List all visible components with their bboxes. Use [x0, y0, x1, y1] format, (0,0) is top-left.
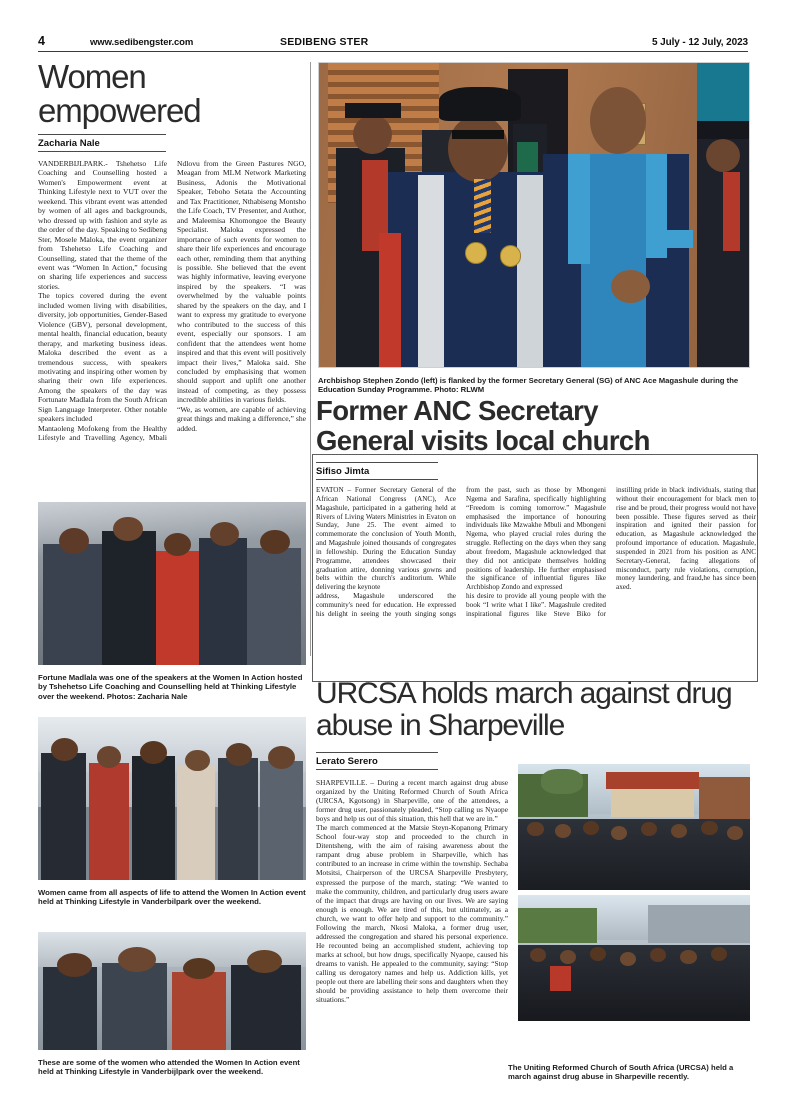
page-number: 4 — [38, 34, 45, 48]
women-paragraph-3: Mantaoleng Mofokeng from the Healthy Lifestyle and Travelling Agency, Mbali Ndlovu from the Green Pastures NGO, Meagan from MLM Network Marketing Business, Adonis the Motivational Speaker, Teboho Setata the Accounting and Tax Practitioner, Nthabiseng Montsho the Life Coach, TV Presenter, and Author, and Maleemisa Khomongoe the Beauty Specialist. Maloka expressed the importance of such events for women to share their life experiences and encourage each other, reminding them that anything is possible. She believed that the event was highly informative, leaving everyone inspired by the speakers. “I was overwhelmed by the valuable points shared by the speakers on the day, and I want to express my gratitude to everyone who contributed to the success of this event, especially our sponsors. I am confident that the attendees went home inspired and that this event will positively impact their lives,” Maloka said. She concluded by emphasising that women should support and uplift one another instead of competing, as they possess incredible abilities in various fields. — [38, 159, 306, 443]
photo-urcsa-march-2 — [518, 895, 750, 1021]
anc-columns — [316, 486, 756, 619]
byline-women: Zacharia Nale — [38, 137, 100, 149]
anc-paragraph-2: address, Magashule underscored the community's need for education. He expressed his delight in seeing the youth singing songs from the past, such as those by Mbongeni Ngema and Sarafina, specifically highlighting “Freedom is coming tomorrow.” Magashule emphasised the importance of honouring individuals like Mzwakhe Mbuli and Mbongeni Ngema, who played crucial roles during the struggle. Reflecting on the days when they sang about freedom, Magashule acknowledged that they did not anticipate themselves holding positions of leadership. He further emphasised the significance of influential figures like Archbishop Zondo and expressed — [316, 486, 606, 618]
headline-anc-secretary — [316, 396, 756, 456]
anc-paragraph-3: his desire to provide all young people with the book “I write what I like”. Magashule credited inspirational figures like Steve Biko for instilling pride in black individuals, stating that without their encouragement for black men to rise and be proud, their progress would not have been possible. These figures served as their inspiration and ignited their passion for education, as Magashule acknowledged the profound importance of education. Magashule, suspended in 2021 from his position as ANC Secretary-General, facing allegations of misconduct, party rule violations, corruption, money laundering, and fraud,he has since been axed. — [466, 486, 756, 618]
women-paragraph-4: “We, as women, are capable of achieving great things and making a difference,” she added. — [177, 404, 306, 433]
photo-fortune-madlala — [38, 502, 306, 665]
byline-urcsa-box — [316, 752, 438, 770]
byline-urcsa: Lerato Serero — [316, 755, 378, 767]
caption-urcsa-march: The Uniting Reformed Church of South Africa (URCSA) held a march against drug abuse in Sharpeville recently. — [508, 1063, 734, 1082]
photo-zondo-magashule — [318, 62, 750, 368]
article-anc-body — [316, 462, 756, 674]
article-urcsa-body — [316, 778, 508, 1004]
caption-women-attendees-1: Women came from all aspects of life to attend the Women In Action event held at Thinking Lifestyle in Vanderbilpark over the weekend. — [38, 888, 306, 907]
headline-anc-line1: Former ANC Secretary — [316, 395, 598, 426]
caption-women-attendees-2: These are some of the women who attended the Women In Action event held at Thinking Lifestyle in Vanderbijlpark over the weekend. — [38, 1058, 300, 1077]
urcsa-paragraph-2: The march commenced at the Matsie Steyn-Kopanong Primary School four-way stop and proceeded to the church in Ditentsheng, with the aim of raising awareness about the rampant drug abuse problem in Sharpeville, which has contributed to an increase in crime within the township. Sechaba Motsitsi, Chairperson of the URCSA Sharpeville Presbytery, expressed the purpose of the march, stating: “We wanted to make the community, children, and particularly drug users aware of the impact that drugs are having on our lives. We are saying enough is enough. We are tired of this, but ultimately, as a church, we want to offer help and support to the community.” Following the march, Nkosi Maloka, a former drug user, addressed the congregation and shared his personal experience. He recounted being an accomplished student, achieving top marks at school, but how drugs, specifically Nyaope, caused his dreams to vanish. He appealed to the community, saying: “Stop calling us derogatory names and help us. Addiction kills, yet people out there are labelling their sons and daughters when they should be providing assistance to help them overcome their situations.” — [316, 823, 508, 1005]
women-paragraph-1: VANDERBIJLPARK.- Tshehetso Life Coaching and Counselling hosted a Women's Empowerment event at Thinking Lifestyle next to VUT over the weekend. This vibrant event was attended by women of all ages and backgrounds, who dressed up with fashion and style as the order of the day. Speaking to Sedibeng Ster, Mosele Maloka, the event organizer from Tshehetso Life Coaching and Counselling, stated that the theme of the event was “Women In Action,” focusing on sharing life experiences and success stories. — [38, 159, 167, 291]
byline-anc: Sifiso Jimta — [316, 465, 370, 477]
article-women-body — [38, 159, 306, 443]
headline-urcsa-line1: URCSA holds march against drug — [316, 677, 732, 710]
headline-urcsa-line2: abuse in Sharpeville — [316, 708, 565, 742]
headline-urcsa-march — [316, 678, 760, 741]
caption-zondo-magashule: Archbishop Stephen Zondo (left) is flanked by the former Secretary General (SG) of ANC Ace Magashule during the Education Sunday Programme. Photo: RLWM — [318, 376, 739, 395]
column-divider — [310, 62, 311, 656]
publication-title: SEDIBENG STER — [280, 36, 369, 48]
byline-anc-box — [316, 462, 438, 480]
caption-fortune-madlala: Fortune Madlala was one of the speakers at the Women In Action hosted by Tshehetso Life Coaching and Counselling held at Thinking Lifestyle over the weekend. Photos: Zacharia Nale — [38, 673, 303, 701]
photo-women-attendees-2 — [38, 932, 306, 1050]
website-url: www.sedibengster.com — [90, 37, 194, 48]
photo-women-attendees-1 — [38, 717, 306, 880]
anc-paragraph-1: EVATON – Former Secretary General of the African National Congress (ANC), Ace Magashule, participated in a gathering held at Rivers of Living Waters Ministries in Evaton on Sunday, June 25. The event aimed to commemorate the conclusion of Youth Month, and Magashule joined thousands of congregates in fellowship. During the Education Sunday Programme, attendees showcased their graduation attire, donning various gowns and belts within the church's auditorium. While delivering the keynote — [316, 486, 456, 592]
headline-anc-line2: General visits local church — [316, 425, 650, 456]
byline-women-box — [38, 134, 166, 152]
issue-date: 5 July - 12 July, 2023 — [651, 37, 748, 48]
masthead — [38, 28, 748, 52]
photo-urcsa-march-1 — [518, 764, 750, 890]
article-women-empowered — [38, 60, 306, 443]
headline-women-empowered: Women empowered — [38, 58, 201, 129]
urcsa-paragraph-1: SHARPEVILLE. – During a recent march against drug abuse organized by the Uniting Reformed Church of South Africa (URCSA, Kgotsong) in Sharpeville, one of the attendees, a former drug user, passionately pleaded, “Stop calling us Nyaope boys and help us out of this situation, this hell that we are in.” — [316, 778, 508, 824]
women-paragraph-2: The topics covered during the event included women living with disabilities, diversity, job opportunities, Gender-Based Violence (GBV), personal development, mental health, financial education, beauty therapy, and marketing business ideas. Maloka described the event as a tremendous success, with speakers motivating and inspiring other women by sharing their own life experiences. Among the speakers of the day was Fortunate Madlala from the South African Sign Language Interpreter. Other notable speakers included — [38, 291, 167, 424]
